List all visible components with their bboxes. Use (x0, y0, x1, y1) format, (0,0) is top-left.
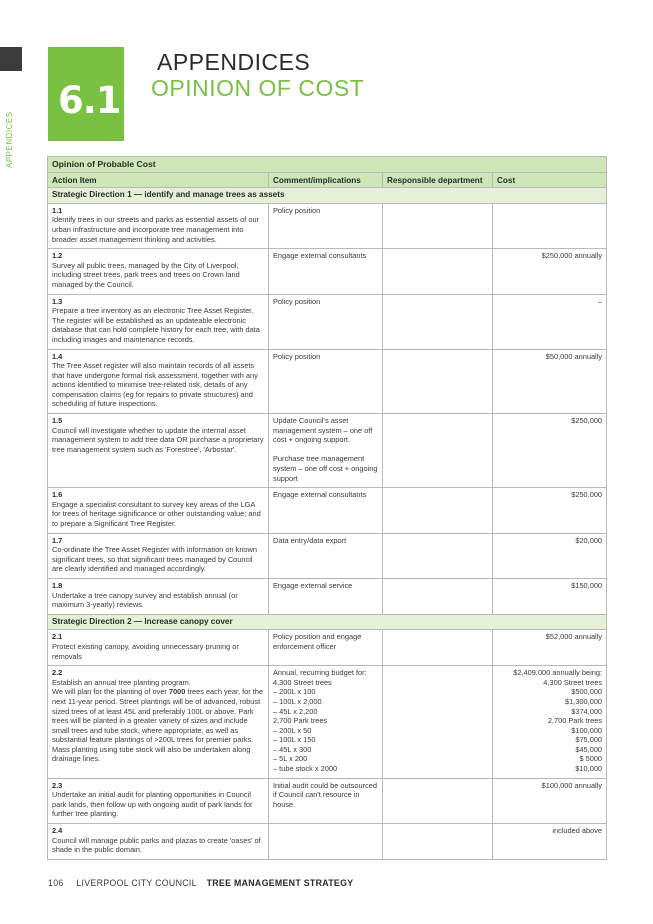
table-row (48, 249, 607, 294)
section-row (48, 188, 607, 204)
comment-cell: Engage external consultants (269, 488, 383, 533)
action-number: 2.4 (52, 826, 63, 836)
action-text: The Tree Asset register will also maintain records of all assets that have undergone formal risk assessment, together with any actions identified to minimise tree-related risk, details of any compensation claims (eg for repairs to private structures) and scheduling of future inspections. (52, 361, 258, 409)
table-row (48, 294, 607, 349)
action-number: 1.4 (52, 351, 63, 361)
cost-cell: $150,000 (493, 578, 607, 614)
action-cell (48, 294, 269, 349)
table-row (48, 203, 607, 248)
column-header-cost: Cost (493, 172, 607, 188)
action-cell (48, 203, 269, 248)
footer-organization: LIVERPOOL CITY COUNCIL (76, 878, 197, 888)
column-header-comment: Comment/implications (269, 172, 383, 188)
comment-cell: Policy position (269, 349, 383, 414)
comment-cell: Data entry/data export (269, 533, 383, 578)
action-text: Identify trees in our streets and parks as essential assets of our urban infrastructure and incorporate tree management into broader asset management thinking and activities. (52, 215, 260, 244)
table-row (48, 578, 607, 614)
action-cell (48, 578, 269, 614)
column-header-action: Action Item (48, 172, 269, 188)
department-cell (383, 778, 493, 823)
table-row (48, 824, 607, 860)
action-cell (48, 533, 269, 578)
action-cell (48, 349, 269, 414)
action-text (52, 678, 263, 764)
corner-tab (0, 47, 22, 71)
table-caption-row (48, 157, 607, 173)
table-row (48, 630, 607, 666)
comment-cell: Policy position (269, 203, 383, 248)
action-number: 2.1 (52, 632, 63, 642)
action-cell (48, 824, 269, 860)
comment-cell: Annual, recurring budget for: 4,300 Street trees – 200L x 100 – 100L x 2,000 – 45L x 2,200 2,700 Park trees – 200L x 50 – 100L x 150 – 45L x 300 – 5L x 200 – tube stock x 2000 (269, 666, 383, 779)
page-footer (48, 878, 353, 888)
table-row (48, 533, 607, 578)
action-text: Prepare a tree inventory as an electronic Tree Asset Register. The register will be established as an updateable electronic database that can hold complete history for each tree, with data including images and maintenance records. (52, 306, 260, 344)
action-text-part: trees each year, for the next 11-year period. Street plantings will be of advanced, robust sized trees of at least 45L and preferably 100L or above. Park trees will be planted in a greater variety of sizes and include small trees and tube stock, where appropriate, as well as substantial feature plantings of >200L trees for premier parks. Mass planting using tube stock will also be undertaken along drainage lines. (52, 687, 264, 764)
action-text-part: Establish an annual tree planting program. We will plan for the planting of over (52, 677, 191, 697)
action-cell (48, 778, 269, 823)
table-row (48, 488, 607, 533)
department-cell (383, 824, 493, 860)
action-number: 1.6 (52, 490, 63, 500)
table-row (48, 666, 607, 779)
department-cell (383, 414, 493, 488)
cost-cell: $52,000 annually (493, 630, 607, 666)
action-text-emphasis: 7000 (168, 687, 186, 697)
table-row (48, 778, 607, 823)
table-header-row (48, 172, 607, 188)
action-number: 1.3 (52, 296, 63, 306)
action-number: 1.2 (52, 251, 63, 261)
department-cell (383, 203, 493, 248)
department-cell (383, 533, 493, 578)
section-title: Strategic Direction 2 — Increase canopy cover (48, 614, 607, 630)
action-text: Survey all public trees, managed by the City of Liverpool, including street trees, park trees and trees on Crown land managed by the Council. (52, 260, 240, 289)
action-text: Co-ordinate the Tree Asset Register with information on known significant trees, so that significant trees managed by Council are clearly identified and managed accordingly. (52, 545, 257, 574)
page-number: 106 (48, 878, 64, 888)
action-text: Council will investigate whether to update the internal asset management system to add tree data OR purchase a proprietary tree management system such as 'Forestree', 'Arbostar'. (52, 425, 264, 454)
action-cell (48, 630, 269, 666)
cost-table (47, 156, 607, 860)
action-number: 1.1 (52, 205, 63, 215)
department-cell (383, 488, 493, 533)
table-row (48, 414, 607, 488)
action-cell (48, 414, 269, 488)
comment-cell (269, 824, 383, 860)
cost-cell: $20,000 (493, 533, 607, 578)
cost-cell: $250,000 (493, 488, 607, 533)
department-cell (383, 249, 493, 294)
action-cell (48, 488, 269, 533)
cost-cell: $250,000 (493, 414, 607, 488)
section-title: Strategic Direction 1 — identify and manage trees as assets (48, 188, 607, 204)
action-number: 2.2 (52, 668, 63, 678)
cost-cell: $50,000 annually (493, 349, 607, 414)
comment-cell: Policy position and engage enforcement officer (269, 630, 383, 666)
department-cell (383, 630, 493, 666)
cost-cell: – (493, 294, 607, 349)
action-number: 2.3 (52, 780, 63, 790)
department-cell (383, 294, 493, 349)
action-number: 1.7 (52, 535, 63, 545)
action-number: 1.5 (52, 416, 63, 426)
section-number: 6.1 (58, 79, 121, 122)
section-row (48, 614, 607, 630)
action-number: 1.8 (52, 580, 63, 590)
comment-cell: Engage external service (269, 578, 383, 614)
footer-document-title: TREE MANAGEMENT STRATEGY (206, 878, 354, 888)
cost-cell: included above (493, 824, 607, 860)
comment-cell: Update Council's asset management system – one off cost + ongoing support. Purchase tree management system – one off cost + ongoing support (269, 414, 383, 488)
section-badge (48, 47, 124, 141)
cost-cell: $100,000 annually (493, 778, 607, 823)
table-row (48, 349, 607, 414)
comment-cell: Engage external consultants (269, 249, 383, 294)
action-cell (48, 666, 269, 779)
department-cell (383, 666, 493, 779)
page-title: APPENDICES (157, 49, 311, 75)
cost-cell: $2,409,000 annually being: 4,300 Street trees $500,000 $1,300,000 $374,000 2,700 Park trees $100,000 $75,000 $45,000 $ 5000 $10,000 (493, 666, 607, 779)
department-cell (383, 349, 493, 414)
comment-cell: Initial audit could be outsourced if Council can't resource in house. (269, 778, 383, 823)
department-cell (383, 578, 493, 614)
cost-cell: $250,000 annually (493, 249, 607, 294)
cost-cell (493, 203, 607, 248)
table-caption: Opinion of Probable Cost (48, 157, 607, 173)
action-text: Undertake a tree canopy survey and establish annual (or maximum 3-yearly) reviews. (52, 590, 238, 610)
action-text: Protect existing canopy, avoiding unnecessary pruning or removals (52, 641, 239, 661)
action-text: Engage a specialist consultant to survey key areas of the LGA for trees of heritage significance or other outstanding value; and to prepare a Significant Tree Register. (52, 499, 261, 528)
action-text: Undertake an initial audit for planting opportunities in Council park lands, then follow up with ongoing audit of park lands for further tree planting. (52, 790, 253, 819)
table-body (48, 188, 607, 860)
comment-cell: Policy position (269, 294, 383, 349)
side-label: APPENDICES (5, 111, 14, 168)
page-subtitle: OPINION OF COST (151, 75, 365, 101)
column-header-department: Responsible department (383, 172, 493, 188)
action-text: Council will manage public parks and plazas to create 'oases' of shade in the public domain. (52, 835, 261, 855)
action-cell (48, 249, 269, 294)
